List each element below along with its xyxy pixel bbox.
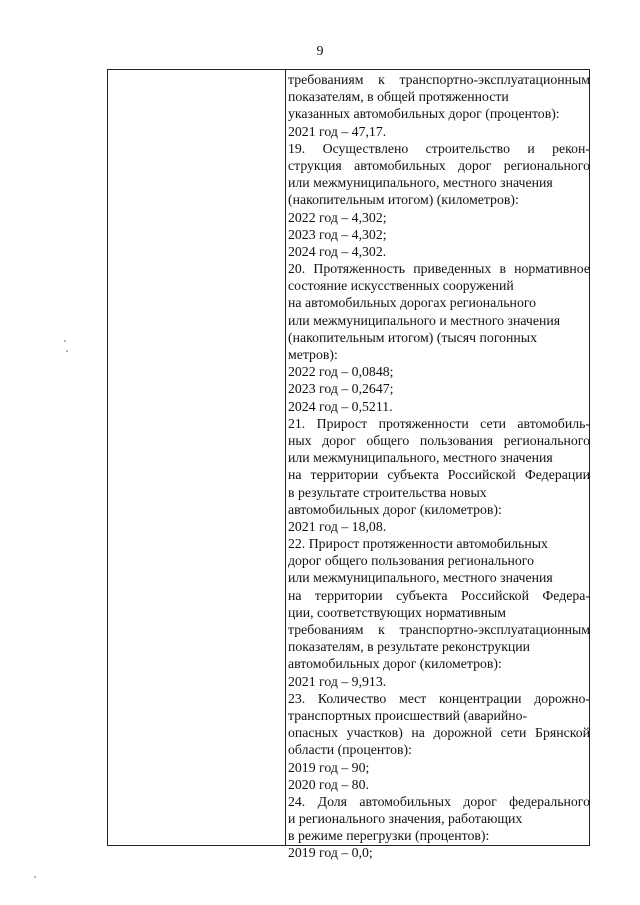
text-line: 2019 год – 90; [288, 759, 370, 775]
text-line: 22. Прирост протяженности автомобильных [288, 536, 548, 552]
text-line: или межмуниципального и местного значения [288, 312, 561, 328]
text-line: метров): [288, 347, 338, 362]
text-line: струкция автомобильных дорог регионального [288, 157, 590, 173]
text-line: в результате строительства новых [288, 484, 487, 500]
text-line: 2021 год – 18,08. [288, 518, 387, 534]
scan-artifact-dot [64, 340, 66, 342]
text-line: 2024 год – 4,302. [288, 243, 387, 259]
table-right-cell [288, 71, 590, 862]
text-line: или межмуниципального, местного значения [288, 450, 553, 466]
text-line: 21. Прирост протяженности сети автомобиль- [288, 415, 590, 431]
text-line: показателям, в результате реконструкции [288, 639, 531, 655]
text-line: 2021 год – 47,17. [288, 123, 387, 139]
text-line: автомобильных дорог (километров): [288, 501, 502, 517]
text-line: или межмуниципального, местного значения [288, 175, 553, 191]
text-line: (накопительным итогом) (километров): [288, 192, 519, 208]
text-line: требованиям к транспортно-эксплуатационным [288, 72, 590, 87]
table-column-divider [285, 70, 286, 845]
text-line: автомобильных дорог (километров): [288, 656, 502, 672]
text-line: 19. Осуществлено строительство и рекон- [288, 140, 590, 156]
text-line: показателям, в общей протяженности [288, 89, 509, 105]
text-line: 2022 год – 4,302; [288, 209, 387, 225]
text-line: дорог общего пользования регионального [288, 553, 534, 569]
text-line: на автомобильных дорогах регионального [288, 295, 537, 311]
document-table [107, 69, 590, 861]
scan-artifact-dot [66, 350, 68, 352]
text-line: 2020 год – 80. [288, 776, 369, 792]
text-line: ных дорог общего пользования регионального [288, 432, 590, 448]
text-line: 2021 год – 9,913. [288, 673, 387, 689]
text-line: требованиям к транспортно-эксплуатационным [288, 622, 590, 637]
text-line: 2019 год – 0,0; [288, 845, 373, 861]
text-line: 2022 год – 0,0848; [288, 364, 394, 380]
text-line: 24. Доля автомобильных дорог федерального [288, 793, 590, 809]
text-line: указанных автомобильных дорог (процентов): [288, 106, 560, 122]
text-line: 2023 год – 0,2647; [288, 381, 394, 397]
text-line: ции, соответствующих нормативным [288, 604, 507, 620]
text-line: 2023 год – 4,302; [288, 226, 387, 242]
table-left-cell [108, 70, 285, 845]
text-line: на территории субъекта Российской Федерации [288, 467, 590, 483]
page-number: 9 [316, 44, 324, 59]
text-line: 23. Количество мест концентрации дорожно- [288, 690, 590, 706]
text-line: 2024 год – 0,5211. [288, 398, 393, 414]
text-line: на территории субъекта Российской Федера- [288, 587, 590, 603]
scan-artifact-dot [34, 876, 36, 878]
text-line: состояние искусственных сооружений [288, 278, 514, 294]
text-line: области (процентов): [288, 742, 412, 758]
text-line: 20. Протяженность приведенных в нормативное [288, 261, 590, 277]
text-line: транспортных происшествий (аварийно- [288, 707, 528, 723]
text-line: в режиме перегрузки (процентов): [288, 828, 490, 844]
text-line: или межмуниципального, местного значения [288, 570, 553, 586]
text-line: (накопительным итогом) (тысяч погонных [288, 329, 537, 345]
text-line: и регионального значения, работающих [288, 811, 523, 827]
text-line: опасных участков) на дорожной сети Брянской [288, 725, 590, 741]
